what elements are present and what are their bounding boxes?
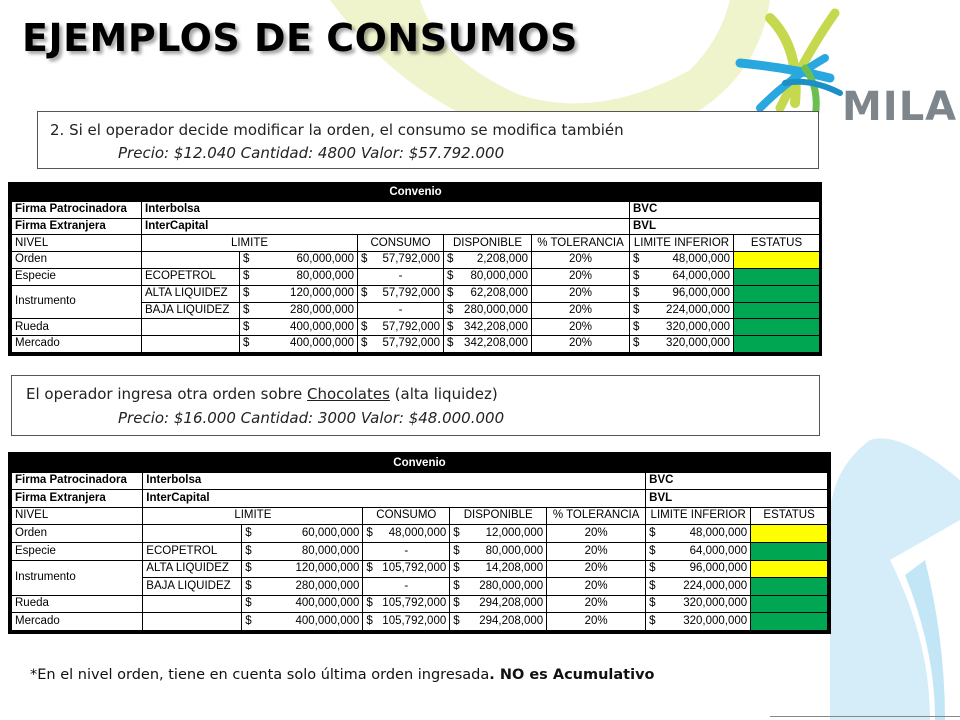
status-cell: [734, 268, 820, 285]
row-limite-inferior: $ 320,000,000: [646, 613, 751, 631]
row-consumo: -: [363, 542, 450, 560]
status-cell: [734, 336, 820, 353]
row-limite-inferior: $ 96,000,000: [630, 285, 734, 302]
row-consumo: $ 105,792,000: [363, 595, 450, 613]
status-cell: [751, 542, 828, 560]
row-disponible: $ 294,208,000: [450, 613, 547, 631]
row-limite-inferior: $ 48,000,000: [630, 252, 734, 269]
row-tolerancia: 20%: [547, 613, 646, 631]
status-cell: [751, 613, 828, 631]
table2-title: Convenio: [12, 455, 828, 473]
table-row: [12, 268, 820, 285]
table1-firma-patrocinadora-label: Firma Patrocinadora: [12, 201, 142, 218]
table-row: [12, 525, 828, 543]
note-box-2: [11, 375, 820, 436]
row-nivel: Especie: [12, 542, 143, 560]
row-limite-inferior: $ 64,000,000: [646, 542, 751, 560]
col-header-nivel: NIVEL: [12, 507, 143, 525]
row-consumo: $ 105,792,000: [363, 560, 450, 578]
slide-title: EJEMPLOS DE CONSUMOS: [22, 16, 578, 60]
chocolates-link: Chocolates: [307, 385, 390, 403]
col-header-limite: LIMITE: [143, 507, 363, 525]
row-limite: $ 400,000,000: [240, 319, 358, 336]
row-tolerancia: 20%: [532, 319, 630, 336]
row-limite: $ 280,000,000: [242, 578, 363, 596]
row-sub: [142, 252, 240, 269]
col-header-tolerancia: % TOLERANCIA: [547, 507, 646, 525]
table1-title: Convenio: [12, 185, 820, 202]
row-limite: $ 80,000,000: [242, 542, 363, 560]
table-row: [12, 285, 820, 302]
table-row: [12, 319, 820, 336]
row-consumo: -: [358, 268, 444, 285]
row-nivel: Orden: [12, 252, 142, 269]
note1-line2: Precio: $12.040 Cantidad: 4800 Valor: $57.792.000: [118, 144, 505, 162]
table1-firma-patrocinadora-code: BVC: [630, 201, 820, 218]
footnote: *En el nivel orden, tiene en cuenta solo última orden ingresada. NO es Acumulativo: [30, 667, 655, 683]
col-header-estatus: ESTATUS: [751, 507, 828, 525]
col-header-limite-inferior: LIMITE INFERIOR: [646, 507, 751, 525]
table2-firma-patrocinadora: Interbolsa: [143, 472, 646, 490]
convenio-table-2: [8, 452, 831, 634]
col-header-consumo: CONSUMO: [363, 507, 450, 525]
col-header-limite-inferior: LIMITE INFERIOR: [630, 235, 734, 252]
row-nivel: Mercado: [12, 336, 142, 353]
row-disponible: $ 80,000,000: [450, 542, 547, 560]
status-cell: [734, 285, 820, 302]
col-header-limite: LIMITE: [142, 235, 358, 252]
row-nivel: Instrumento: [12, 560, 143, 595]
table-row: [12, 560, 828, 578]
row-disponible: $ 342,208,000: [444, 336, 532, 353]
row-limite-inferior: $ 320,000,000: [646, 595, 751, 613]
col-header-disponible: DISPONIBLE: [444, 235, 532, 252]
row-disponible: $ 280,000,000: [444, 302, 532, 319]
row-limite: $ 60,000,000: [240, 252, 358, 269]
table-row: [12, 595, 828, 613]
row-limite-inferior: $ 224,000,000: [630, 302, 734, 319]
row-tolerancia: 20%: [532, 336, 630, 353]
row-limite: $ 120,000,000: [242, 560, 363, 578]
row-consumo: $ 57,792,000: [358, 319, 444, 336]
table2-firma-patrocinadora-code: BVC: [646, 472, 828, 490]
row-limite: $ 120,000,000: [240, 285, 358, 302]
row-tolerancia: 20%: [547, 542, 646, 560]
status-cell: [734, 252, 820, 269]
row-nivel: Especie: [12, 268, 142, 285]
row-disponible: $ 62,208,000: [444, 285, 532, 302]
row-limite-inferior: $ 320,000,000: [630, 336, 734, 353]
row-consumo: $ 57,792,000: [358, 336, 444, 353]
row-disponible: $ 80,000,000: [444, 268, 532, 285]
row-sub: [143, 525, 242, 543]
col-header-tolerancia: % TOLERANCIA: [532, 235, 630, 252]
row-tolerancia: 20%: [547, 560, 646, 578]
table1-firma-patrocinadora: Interbolsa: [142, 201, 630, 218]
table-row: [12, 613, 828, 631]
col-header-nivel: NIVEL: [12, 235, 142, 252]
row-limite-inferior: $ 320,000,000: [630, 319, 734, 336]
table1-firma-extranjera-label: Firma Extranjera: [12, 218, 142, 235]
row-nivel: Rueda: [12, 595, 143, 613]
status-cell: [751, 595, 828, 613]
row-tolerancia: 20%: [532, 302, 630, 319]
col-header-estatus: ESTATUS: [734, 235, 820, 252]
row-sub: [142, 319, 240, 336]
row-limite-inferior: $ 64,000,000: [630, 268, 734, 285]
col-header-consumo: CONSUMO: [358, 235, 444, 252]
col-header-disponible: DISPONIBLE: [450, 507, 547, 525]
logo-text: MILA: [842, 84, 958, 130]
row-limite: $ 400,000,000: [242, 595, 363, 613]
row-limite: $ 80,000,000: [240, 268, 358, 285]
divider: [770, 716, 960, 717]
note-box-1: [37, 111, 819, 169]
table-row: [12, 252, 820, 269]
row-consumo: $ 48,000,000: [363, 525, 450, 543]
table1-firma-extranjera-code: BVL: [630, 218, 820, 235]
row-tolerancia: 20%: [532, 285, 630, 302]
row-consumo: $ 105,792,000: [363, 613, 450, 631]
table-row: [12, 542, 828, 560]
row-limite: $ 60,000,000: [242, 525, 363, 543]
row-disponible: $ 2,208,000: [444, 252, 532, 269]
row-sub: ALTA LIQUIDEZ: [143, 560, 242, 578]
row-consumo: $ 57,792,000: [358, 285, 444, 302]
row-nivel: Orden: [12, 525, 143, 543]
row-limite-inferior: $ 48,000,000: [646, 525, 751, 543]
row-tolerancia: 20%: [532, 268, 630, 285]
row-sub: [143, 613, 242, 631]
status-cell: [751, 525, 828, 543]
status-cell: [751, 578, 828, 596]
row-consumo: -: [358, 302, 444, 319]
note1-line1: 2. Si el operador decide modificar la orden, el consumo se modifica también: [50, 121, 624, 139]
row-sub: BAJA LIQUIDEZ: [142, 302, 240, 319]
row-limite: $ 400,000,000: [242, 613, 363, 631]
row-consumo: -: [363, 578, 450, 596]
note2-line1: El operador ingresa otra orden sobre Chocolates (alta liquidez): [26, 385, 498, 403]
table2-firma-extranjera-label: Firma Extranjera: [12, 490, 143, 508]
row-limite: $ 400,000,000: [240, 336, 358, 353]
row-disponible: $ 294,208,000: [450, 595, 547, 613]
row-sub: BAJA LIQUIDEZ: [143, 578, 242, 596]
row-tolerancia: 20%: [547, 525, 646, 543]
row-nivel: Rueda: [12, 319, 142, 336]
table-row: [12, 336, 820, 353]
row-disponible: $ 14,208,000: [450, 560, 547, 578]
row-limite: $ 280,000,000: [240, 302, 358, 319]
status-cell: [734, 319, 820, 336]
row-tolerancia: 20%: [547, 595, 646, 613]
row-disponible: $ 280,000,000: [450, 578, 547, 596]
row-tolerancia: 20%: [532, 252, 630, 269]
row-sub: ECOPETROL: [142, 268, 240, 285]
note2-line2: Precio: $16.000 Cantidad: 3000 Valor: $48.000.000: [118, 409, 505, 427]
row-nivel: Instrumento: [12, 285, 142, 319]
status-cell: [734, 302, 820, 319]
status-cell: [751, 560, 828, 578]
table2-firma-patrocinadora-label: Firma Patrocinadora: [12, 472, 143, 490]
row-consumo: $ 57,792,000: [358, 252, 444, 269]
row-limite-inferior: $ 224,000,000: [646, 578, 751, 596]
table2-firma-extranjera-code: BVL: [646, 490, 828, 508]
table1-firma-extranjera: InterCapital: [142, 218, 630, 235]
row-disponible: $ 12,000,000: [450, 525, 547, 543]
row-sub: ECOPETROL: [143, 542, 242, 560]
convenio-table-1: [8, 182, 822, 356]
row-sub: [143, 595, 242, 613]
row-sub: ALTA LIQUIDEZ: [142, 285, 240, 302]
row-tolerancia: 20%: [547, 578, 646, 596]
row-disponible: $ 342,208,000: [444, 319, 532, 336]
table2-firma-extranjera: InterCapital: [143, 490, 646, 508]
row-limite-inferior: $ 96,000,000: [646, 560, 751, 578]
row-sub: [142, 336, 240, 353]
row-nivel: Mercado: [12, 613, 143, 631]
